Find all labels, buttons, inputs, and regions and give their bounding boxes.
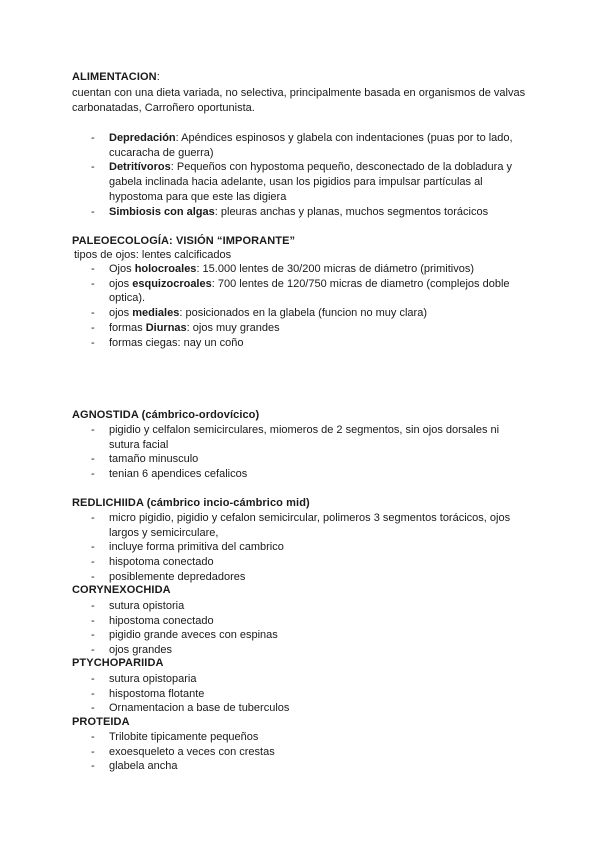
paleoecologia-list [91,262,531,350]
list-item: - Simbiosis con algas: pleuras anchas y planas, muchos segmentos torácicos [91,205,531,220]
list-item: - sutura opistoria [91,599,531,614]
list-item: - ojos grandes [91,643,531,658]
alimentacion-paragraph: cuentan con una dieta variada, no selectiva, principalmente basada en organismos de valvas carbonatadas, Carroñero oportunista. [72,87,526,114]
list-item: - Detritívoros: Pequeños con hypostoma pequeño, desconectado de la dobladura y gabela inclinada hacia adelante, usan los pigidios para impulsar partículas al hypostoma para que este las digiera [91,160,531,204]
order-title-proteida: PROTEIDA [72,716,130,728]
alimentacion-list [91,131,531,219]
list-item: - ojos esquizocroales: 700 lentes de 120/750 micras de diametro (complejos doble optica). [91,277,531,306]
list-item: - Ojos holocroales: 15.000 lentes de 30/200 micras de diámetro (primitivos) [91,262,531,277]
order-title-redlichiida: REDLICHIIDA (cámbrico incio-cámbrico mid) [72,497,310,509]
list-item: - incluye forma primitiva del cambrico [91,540,531,555]
list-item: - micro pigidio, pigidio y cefalon semicircular, polimeros 3 segmentos torácicos, ojos largos y semicirculare, [91,511,531,540]
order-title-ptychopariida: PTYCHOPARIIDA [72,657,164,669]
list-item: - pigidio grande aveces con espinas [91,628,531,643]
list-item: - Trilobite tipicamente pequeños [91,730,531,745]
ptychopariida-list [91,672,531,716]
list-item: - posiblemente depredadores [91,570,531,585]
list-item: - hipostoma conectado [91,614,531,629]
list-item: - formas ciegas: nay un coño [91,336,531,351]
list-item: - tenian 6 apendices cefalicos [91,467,531,482]
section-title-paleoecologia: PALEOECOLOGÍA: VISIÓN “IMPORANTE” [72,235,296,247]
list-item: - pigidio y celfalon semicirculares, miomeros de 2 segmentos, sin ojos dorsales ni sutura facial [91,423,531,452]
list-item: - tamaño minusculo [91,452,531,467]
list-item: - ojos mediales: posicionados en la glabela (funcion no muy clara) [91,306,531,321]
list-item: - exoesqueleto a veces con crestas [91,745,531,760]
list-item: - sutura opistoparia [91,672,531,687]
order-title-agnostida: AGNOSTIDA (cámbrico-ordovícico) [72,409,260,421]
order-title-corynexochida: CORYNEXOCHIDA [72,584,171,596]
paleoecologia-intro: tipos de ojos: lentes calcificados [74,249,232,261]
list-item: - formas Diurnas: ojos muy grandes [91,321,531,336]
list-item: - hispotoma conectado [91,555,531,570]
proteida-list [91,730,531,774]
list-item: - Ornamentacion a base de tuberculos [91,701,531,716]
list-item: - Depredación: Apéndices espinosos y glabela con indentaciones (puas por to lado, cucaracha de guerra) [91,131,531,160]
section-title-alimentacion: ALIMENTACION: [72,71,160,83]
agnostida-list [91,423,531,482]
redlichiida-list [91,511,531,585]
corynexochida-list [91,599,531,658]
list-item: - glabela ancha [91,759,531,774]
list-item: - hispostoma flotante [91,687,531,702]
